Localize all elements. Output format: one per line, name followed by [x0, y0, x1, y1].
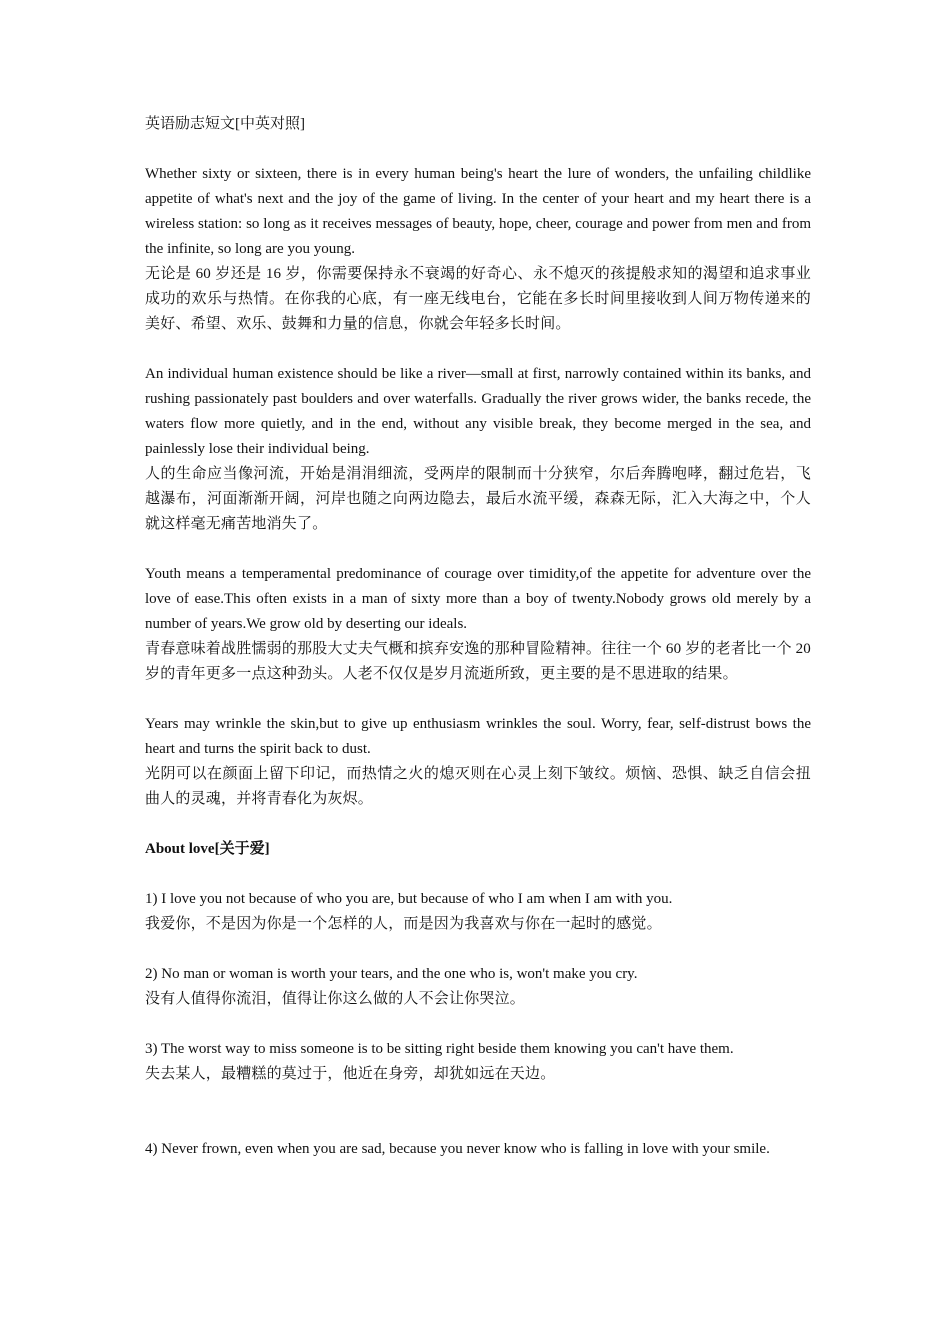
love-quote-2-chinese: 没有人值得你流泪，值得让你这么做的人不会让你哭泣。: [145, 991, 526, 1007]
love-quote-1-chinese: 我爱你，不是因为你是一个怎样的人，而是因为我喜欢与你在一起时的感觉。: [145, 916, 662, 932]
essay-block-3: [145, 562, 811, 687]
love-quote-1-english: 1) I love you not because of who you are, but because of who I am when I am with you.: [145, 891, 673, 907]
essay-4-chinese: 光阴可以在颜面上留下印记，而热情之火的熄灭则在心灵上刻下皱纹。烦恼、恐惧、缺乏自信会扭曲人的灵魂，并将青春化为灰烬。: [145, 766, 811, 807]
essay-3-english: Youth means a temperamental predominance of courage over timidity,of the appetite for adventure over the love of ease.This often exists in a man of sixty more than a boy of twenty.Nobody grows old merely by a number of years.We grow old by deserting our ideals.: [145, 566, 811, 632]
essay-1-chinese: 无论是 60 岁还是 16 岁，你需要保持永不衰竭的好奇心、永不熄灭的孩提般求知的渴望和追求事业成功的欢乐与热情。在你我的心底，有一座无线电台，它能在多长时间里接收到人间万物传递来的美好、希望、欢乐、鼓舞和力量的信息，你就会年轻多长时间。: [145, 266, 811, 332]
essay-block-2: [145, 362, 811, 537]
love-quote-3-english: 3) The worst way to miss someone is to be sitting right beside them knowing you can't have them.: [145, 1041, 734, 1057]
blank-line: [145, 1112, 811, 1137]
essay-block-4: [145, 712, 811, 812]
love-heading-chinese: [关于爱]: [214, 841, 270, 857]
essay-4-english: Years may wrinkle the skin,but to give up enthusiasm wrinkles the soul. Worry, fear, self-distrust bows the heart and turns the spirit back to dust.: [145, 716, 811, 757]
document-title: 英语励志短文[中英对照]: [145, 116, 305, 132]
love-quote-4: [145, 1137, 811, 1162]
love-quote-2: [145, 962, 811, 1012]
essay-3-chinese: 青春意味着战胜懦弱的那股大丈夫气概和摈弃安逸的那种冒险精神。往往一个 60 岁的老者比一个 20 岁的青年更多一点这种劲头。人老不仅仅是岁月流逝所致，更主要的是不思进取的结果。: [145, 641, 811, 682]
love-quote-2-english: 2) No man or woman is worth your tears, and the one who is, won't make you cry.: [145, 966, 638, 982]
love-quote-1: [145, 887, 811, 937]
document-page: [145, 112, 811, 1187]
love-quote-3-chinese: 失去某人，最糟糕的莫过于，他近在身旁，却犹如远在天边。: [145, 1066, 556, 1082]
love-heading-english: About love: [145, 841, 215, 857]
essay-1-english: Whether sixty or sixteen, there is in every human being's heart the lure of wonders, the unfailing childlike appetite of what's next and the joy of the game of living. In the center of your heart and my heart there is a wireless station: so long as it receives messages of beauty, hope, cheer, courage and power from men and from the infinite, so long are you young.: [145, 166, 811, 257]
essay-block-1: [145, 162, 811, 337]
love-quote-3: [145, 1037, 811, 1087]
love-quote-4-english: 4) Never frown, even when you are sad, because you never know who is falling in love with your smile.: [145, 1141, 770, 1157]
love-section-heading: [145, 837, 811, 862]
essay-2-english: An individual human existence should be like a river—small at first, narrowly contained within its banks, and rushing passionately past boulders and over waterfalls. Gradually the river grows wider, the banks recede, the waters flow more quietly, and in the end, without any visible break, they become merged in the sea, and painlessly lose their individual being.: [145, 366, 811, 457]
essay-2-chinese: 人的生命应当像河流，开始是涓涓细流，受两岸的限制而十分狭窄，尔后奔腾咆哮，翻过危岩，飞越瀑布，河面渐渐开阔，河岸也随之向两边隐去，最后水流平缓，森森无际，汇入大海之中，个人就这样毫无痛苦地消失了。: [145, 466, 811, 532]
